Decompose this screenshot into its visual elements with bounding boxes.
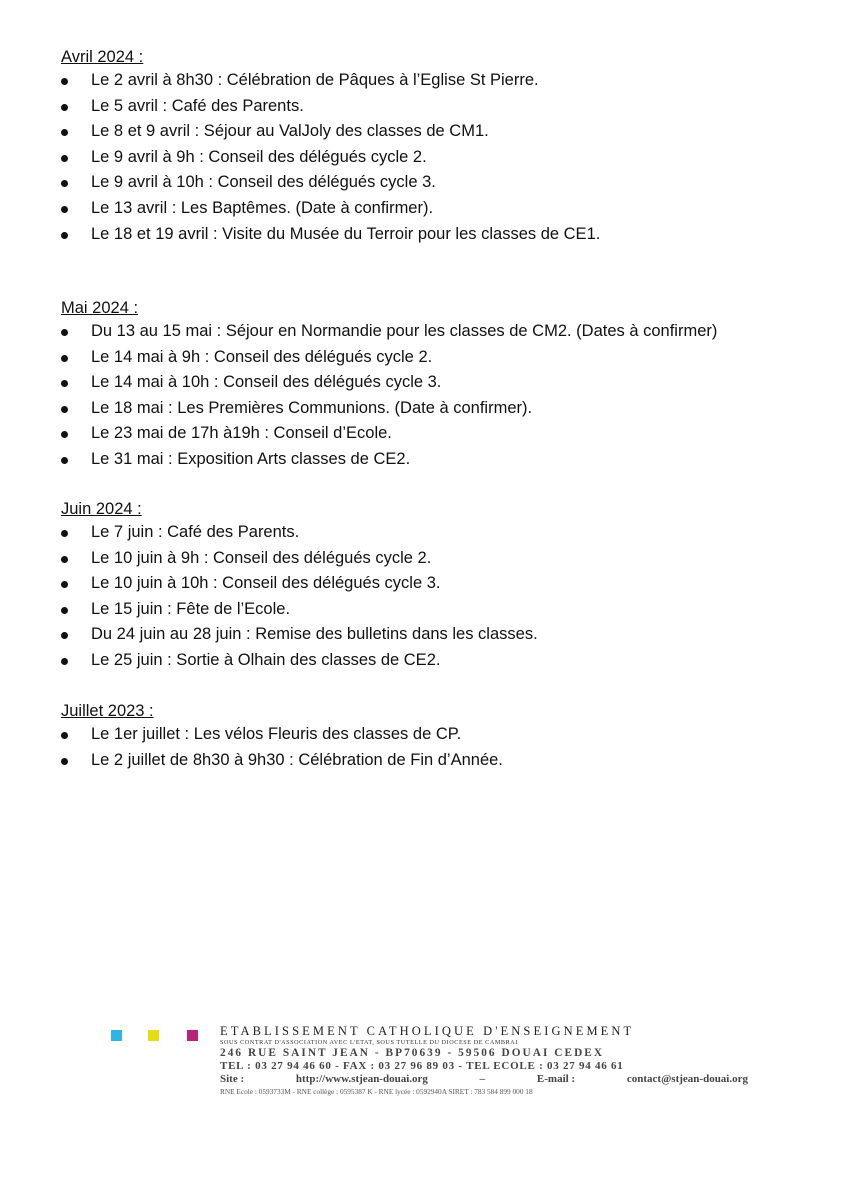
bullet-icon	[61, 380, 68, 387]
list-item	[61, 94, 801, 120]
item-text: Le 25 juin : Sortie à Olhain des classes de CE2.	[91, 650, 441, 669]
section-mai	[61, 297, 801, 473]
list-item	[61, 196, 801, 222]
separator-dash: –	[479, 1073, 486, 1085]
item-text: Le 1er juillet : Les vélos Fleuris des classes de CP.	[91, 725, 462, 743]
bullet-icon	[61, 556, 68, 563]
item-text: Le 2 avril à 8h30 : Célébration de Pâques à l’Eglise St Pierre.	[91, 71, 539, 89]
list-item	[61, 421, 801, 447]
section-juillet	[61, 700, 801, 773]
bullet-icon	[61, 206, 68, 213]
bullet-icon	[61, 530, 68, 537]
list-item	[61, 571, 801, 597]
section-heading: Avril 2024 :	[61, 48, 144, 66]
item-text: Du 24 juin au 28 juin : Remise des bulletins dans les classes.	[91, 625, 538, 644]
item-text: Le 15 juin : Fête de l’Ecole.	[91, 599, 291, 618]
email-link[interactable]: contact@stjean-douai.org	[626, 1073, 748, 1085]
section-heading: Juillet 2023 :	[61, 702, 154, 720]
list-item	[61, 396, 801, 422]
list-item	[61, 370, 801, 396]
item-text: Le 23 mai de 17h à19h : Conseil d’Ecole.	[91, 424, 392, 443]
list-item	[61, 119, 801, 145]
item-text: Le 18 et 19 avril : Visite du Musée du Terroir pour les classes de CE1.	[91, 224, 601, 243]
section-juin	[61, 498, 801, 674]
bullet-icon	[61, 581, 68, 588]
item-text: Le 9 avril à 10h : Conseil des délégués cycle 3.	[91, 173, 436, 192]
bullet-icon	[61, 607, 68, 614]
list-item	[61, 597, 801, 623]
bullet-icon	[61, 732, 68, 739]
contract-line: SOUS CONTRAT D'ASSOCIATION AVEC L'ETAT, SOUS TUTELLE DU DIOCESE DE CAMBRAI	[220, 1039, 518, 1046]
bullet-icon	[61, 232, 68, 239]
email-label: E-mail :	[536, 1073, 576, 1085]
list-item	[61, 722, 801, 748]
section-heading: Juin 2024 :	[61, 500, 142, 518]
bullet-icon	[61, 180, 68, 187]
bullet-icon	[61, 658, 68, 665]
item-text: Le 10 juin à 9h : Conseil des délégués cycle 2.	[91, 548, 432, 567]
item-text: Le 18 mai : Les Premières Communions. (Date à confirmer).	[91, 398, 533, 417]
item-text: Le 31 mai : Exposition Arts classes de CE2.	[91, 449, 411, 468]
bullet-icon	[61, 355, 68, 362]
event-list	[61, 520, 801, 674]
list-item	[61, 319, 801, 345]
site-link[interactable]: http://www.stjean-douai.org	[295, 1073, 428, 1085]
item-text: Le 2 juillet de 8h30 à 9h30 : Célébration de Fin d’Année.	[91, 750, 503, 769]
bullet-icon	[61, 129, 68, 136]
list-item	[61, 546, 801, 572]
item-text: Le 14 mai à 10h : Conseil des délégués cycle 3.	[91, 373, 442, 392]
institution-name: ETABLISSEMENT CATHOLIQUE D'ENSEIGNEMENT	[220, 1024, 635, 1038]
item-text: Le 9 avril à 9h : Conseil des délégués cycle 2.	[91, 147, 427, 166]
site-label: Site :	[220, 1073, 245, 1085]
bullet-icon	[61, 78, 68, 85]
bullet-icon	[61, 632, 68, 639]
list-item	[61, 447, 801, 473]
bullet-icon	[61, 104, 68, 111]
list-item	[61, 520, 801, 546]
cyan-square-icon	[111, 1030, 122, 1041]
bullet-icon	[61, 155, 68, 162]
color-squares-logo	[108, 1030, 208, 1042]
item-text: Du 13 au 15 mai : Séjour en Normandie pour les classes de CM2. (Dates à confirmer)	[91, 322, 718, 340]
bullet-icon	[61, 431, 68, 438]
item-text: Le 7 juin : Café des Parents.	[91, 523, 300, 541]
magenta-square-icon	[187, 1030, 198, 1041]
section-avril	[61, 46, 801, 247]
bullet-icon	[61, 758, 68, 765]
event-list	[61, 319, 801, 473]
list-item	[61, 145, 801, 171]
list-item	[61, 222, 801, 248]
section-heading: Mai 2024 :	[61, 299, 139, 317]
bullet-icon	[61, 329, 68, 336]
list-item	[61, 170, 801, 196]
list-item	[61, 748, 801, 774]
event-list	[61, 68, 801, 247]
item-text: Le 10 juin à 10h : Conseil des délégués cycle 3.	[91, 574, 441, 593]
rne-line: RNE Ecole : 0593733M - RNE collège : 0595387 K - RNE lycée : 0592940A SIRET : 783 584 899 000 18	[220, 1087, 533, 1096]
phone-line: TEL : 03 27 94 46 60 - FAX : 03 27 96 89 03 - TEL ECOLE : 03 27 94 46 61	[220, 1060, 624, 1072]
item-text: Le 5 avril : Café des Parents.	[91, 96, 304, 115]
item-text: Le 13 avril : Les Baptêmes. (Date à confirmer).	[91, 198, 434, 217]
letterhead-text	[220, 1024, 748, 1098]
list-item	[61, 68, 801, 94]
web-contact-line	[220, 1073, 748, 1086]
bullet-icon	[61, 406, 68, 413]
item-text: Le 14 mai à 9h : Conseil des délégués cycle 2.	[91, 347, 433, 366]
event-list	[61, 722, 801, 773]
bullet-icon	[61, 457, 68, 464]
list-item	[61, 648, 801, 674]
item-text: Le 8 et 9 avril : Séjour au ValJoly des classes de CM1.	[91, 122, 489, 141]
list-item	[61, 345, 801, 371]
yellow-square-icon	[148, 1030, 159, 1041]
list-item	[61, 622, 801, 648]
address-line: 246 RUE SAINT JEAN - BP70639 - 59506 DOUAI CEDEX	[220, 1047, 605, 1059]
